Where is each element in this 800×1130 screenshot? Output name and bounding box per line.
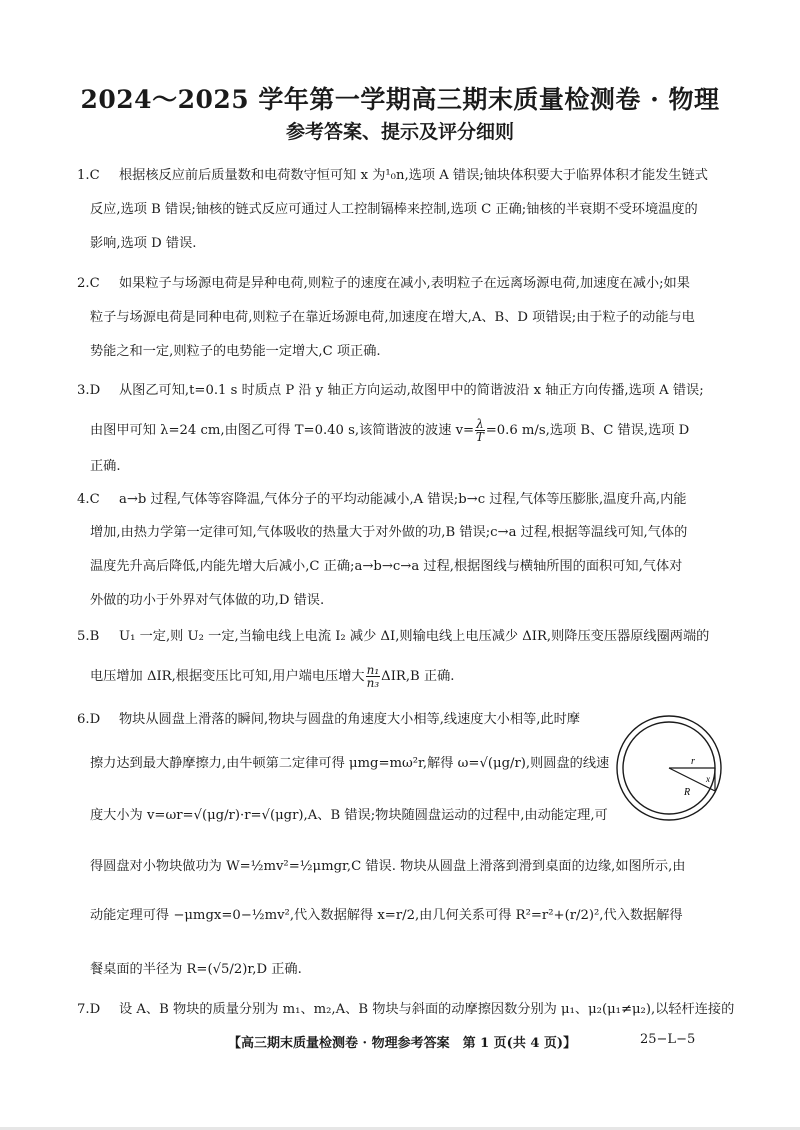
answer-line: 设 A、B 物块的质量分别为 m₁、m₂,A、B 物块与斜面的动摩擦因数分别为 μ₁、μ₂(μ₁≠μ₂),以轻杆连接的 — [119, 1002, 735, 1017]
answer-line: 餐桌面的半径为 R=(√5/2)r,D 正确. — [90, 962, 302, 977]
answer-line: U₁ 一定,则 U₂ 一定,当输电线上电流 I₂ 减少 ΔI,则输电线上电压减少 ΔIR,则降压变压器原线圈两端的 — [119, 629, 710, 644]
answer-line: 根据核反应前后质量数和电荷数守恒可知 x 为¹₀n,选项 A 错误;铀块体积要大于临界体积才能发生链式 — [119, 168, 708, 183]
answer-line: 电压增加 ΔIR,根据变压比可知,用户端电压增大 $\frac{\text{n₁}}{\text{n₃}}$ ΔIR,B 正确. — [90, 663, 455, 690]
figure-label-x: x — [706, 774, 710, 784]
answer-line: 擦力达到最大静摩擦力,由牛顿第二定律可得 μmg=mω²r,解得 ω=√(μg/r),则圆盘的线速 — [90, 756, 610, 771]
figure-label-r: r — [691, 756, 695, 767]
page-footer-code: 25−L−5 — [640, 1032, 696, 1047]
document-title: 2024～2025 学年第一学期高三期末质量检测卷 · 物理 — [80, 85, 720, 114]
answer-line: 如果粒子与场源电荷是异种电荷,则粒子的速度在减小,表明粒子在远离场源电荷,加速度在减小;如果 — [119, 276, 690, 291]
page-footer-label: 【高三期末质量检测卷 · 物理参考答案 第 1 页(共 4 页)】 — [228, 1036, 577, 1051]
answer-line: 影响,选项 D 错误. — [90, 236, 197, 251]
answer-line: 势能之和一定,则粒子的电势能一定增大,C 项正确. — [90, 344, 381, 359]
answer-line: 度大小为 v=ωr=√(μg/r)·r=√(μgr),A、B 错误;物块随圆盘运动的过程中,由动能定理,可 — [90, 808, 608, 823]
answer-line: 增加,由热力学第一定律可知,气体吸收的热量大于对外做的功,B 错误;c→a 过程,根据等温线可知,气体的 — [90, 525, 688, 540]
answer-line: 由图甲可知 λ=24 cm,由图乙可得 T=0.40 s,该简谐波的波速 v= $\frac{\lambda}{T}$ =0.6 m/s,选项 B、C 错误,选项 D — [90, 417, 690, 444]
answer-number: 7.D — [77, 1002, 101, 1017]
answer-number: 4.C — [77, 492, 100, 507]
answer-number: 1.C — [77, 168, 100, 183]
answer-line: 正确. — [90, 459, 121, 474]
answer-line: 外做的功小于外界对气体做的功,D 错误. — [90, 593, 325, 608]
answer-line: 从图乙可知,t=0.1 s 时质点 P 沿 y 轴正方向运动,故图甲中的简谐波沿 x 轴正方向传播,选项 A 错误; — [119, 383, 704, 398]
answer-number: 2.C — [77, 276, 100, 291]
figure-label-R: R — [684, 787, 691, 798]
answer-line: 反应,选项 B 错误;铀核的链式反应可通过人工控制镉棒来控制,选项 C 正确;铀核的半衰期不受环境温度的 — [90, 202, 698, 217]
answer-line: 粒子与场源电荷是同种电荷,则粒子在靠近场源电荷,加速度在增大,A、B、D 项错误;由于粒子的动能与电 — [90, 310, 695, 325]
answer-line: 物块从圆盘上滑落的瞬间,物块与圆盘的角速度大小相等,线速度大小相等,此时摩 — [119, 712, 580, 727]
fraction: $\frac{\lambda}{T}$ — [475, 417, 484, 444]
disc-diagram-figure — [614, 713, 724, 823]
document-subtitle: 参考答案、提示及评分细则 — [285, 121, 514, 143]
answer-line: 得圆盘对小物块做功为 W=½mv²=½μmgr,C 错误. 物块从圆盘上滑落到滑到桌面的边缘,如图所示,由 — [90, 859, 686, 874]
answer-number: 5.B — [77, 629, 100, 644]
answer-number: 6.D — [77, 712, 101, 727]
answer-number: 3.D — [77, 383, 101, 398]
answer-line: 温度先升高后降低,内能先增大后减小,C 正确;a→b→c→a 过程,根据图线与横轴所围的面积可知,气体对 — [90, 559, 683, 574]
answer-line: a→b 过程,气体等容降温,气体分子的平均动能减小,A 错误;b→c 过程,气体等压膨胀,温度升高,内能 — [119, 492, 687, 507]
answer-line: 动能定理可得 −μmgx=0−½mv²,代入数据解得 x=r/2,由几何关系可得 R²=r²+(r/2)²,代入数据解得 — [90, 908, 683, 923]
fraction: $\frac{\text{n₁}}{\text{n₃}}$ — [366, 663, 380, 690]
